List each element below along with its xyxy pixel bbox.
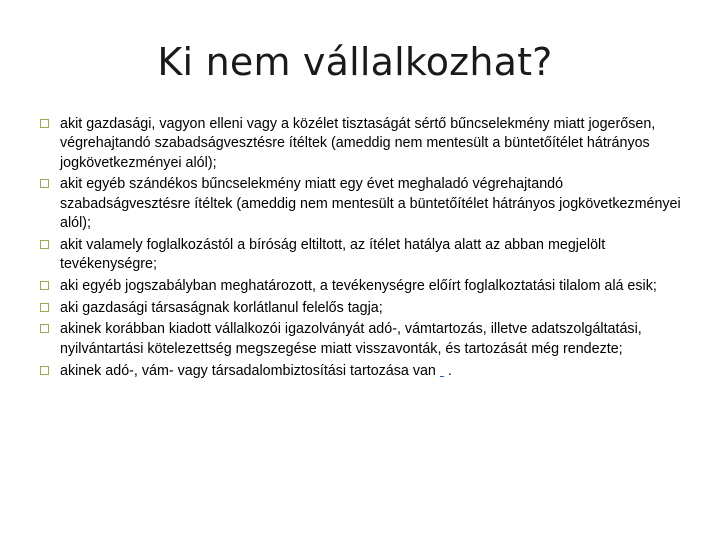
bullet-text: aki egyéb jogszabályban meghatározott, a tevékenységre előírt foglalkoztatási tilalom alá esik; [60, 277, 657, 294]
bullet-text: akinek adó-, vám- vagy társadalombiztosítási tartozása van [60, 362, 436, 379]
list-item [38, 277, 690, 296]
bullet-text: akit gazdasági, vagyon elleni vagy a közélet tisztaságát sértő bűncselekmény miatt jogerősen, végrehajtandó szabadságvesztésre ítéltek (ameddig nem mentesült a büntetőítélet hátrányos jogkövetkezményei alól); [60, 116, 656, 171]
list-item [38, 299, 690, 318]
bullet-text: aki gazdasági társaságnak korlátlanul felelős tagja; [60, 299, 383, 316]
checkbox-bullet-icon [40, 179, 49, 188]
slide-title: Ki nem vállalkozhat? [157, 40, 553, 84]
bullet-text: akit valamely foglalkozástól a bíróság eltiltott, az ítélet hatálya alatt az abban megjelölt tevékenységre; [60, 236, 606, 273]
checkbox-bullet-icon [40, 119, 49, 128]
bullet-suffix: . [447, 362, 452, 379]
bullet-text: akit egyéb szándékos bűncselekmény miatt egy évet meghaladó végrehajtandó szabadságvesztésre ítéltek (ameddig nem mentesült a büntetőítélet hátrányos jogkövetkezményei alól); [60, 176, 681, 231]
checkbox-bullet-icon [40, 366, 49, 375]
bullet-text: akinek korábban kiadott vállalkozói igazolványát adó-, vámtartozás, illetve adatszolgáltatási, nyilvántartási kötelezettség megszegése miatt visszavonták, és tartozását még rendezte; [60, 321, 642, 357]
list-item [38, 362, 690, 381]
list-item [38, 320, 690, 359]
checkbox-bullet-icon [40, 324, 49, 333]
list-item [38, 115, 690, 173]
checkbox-bullet-icon [40, 281, 49, 290]
bullet-list [38, 115, 690, 383]
list-item [38, 236, 690, 275]
checkbox-bullet-icon [40, 240, 49, 249]
hyperlink[interactable] [440, 363, 444, 379]
list-item [38, 175, 690, 233]
checkbox-bullet-icon [40, 303, 49, 312]
